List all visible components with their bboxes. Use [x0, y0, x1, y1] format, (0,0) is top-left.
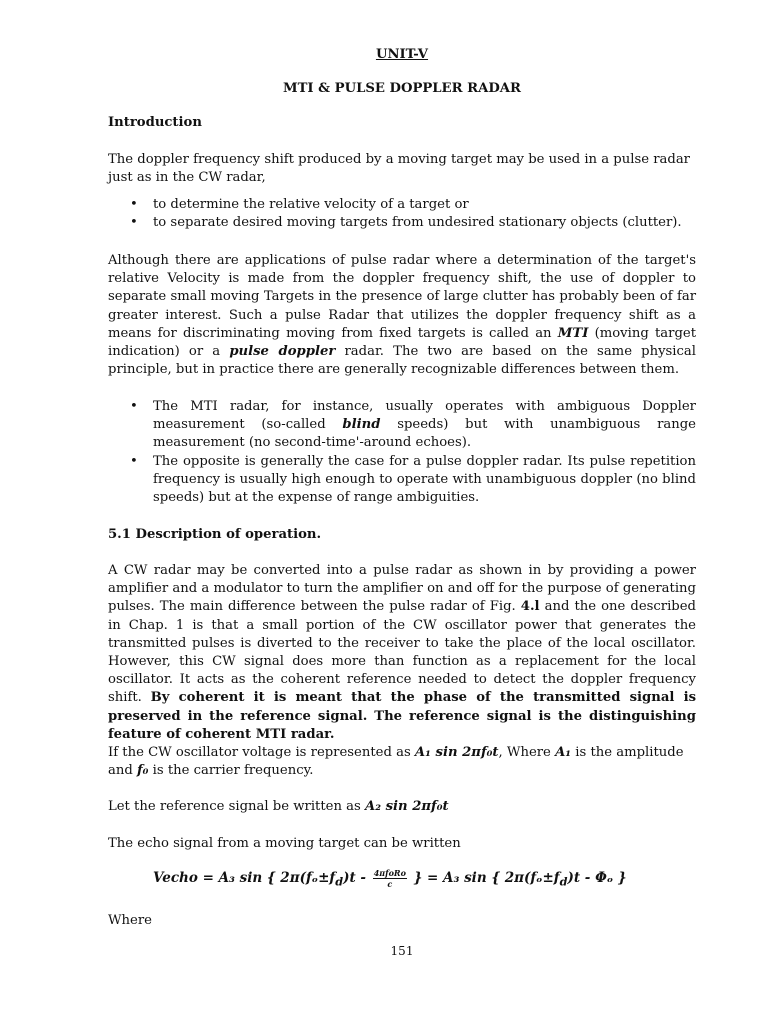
list-item: • to separate desired moving targets from undesired stationary objects (clutter).: [108, 214, 696, 232]
body-paragraph-4: If the CW oscillator voltage is represented as A₁ sin 2πf₀t, Where A₁ is the amplitude and f₀ is the carrier frequency.: [108, 745, 684, 779]
intro-heading: Introduction: [108, 115, 202, 130]
chapter-title: MTI & PULSE DOPPLER RADAR: [283, 81, 521, 96]
list-item: • The MTI radar, for instance, usually operates with ambiguous Doppler measurement (so-called blind speeds) but with unambiguous range measurement (no second-time'-around echoes).: [108, 398, 696, 453]
body-paragraph-3: A CW radar may be converted into a pulse radar as shown in by providing a power amplifier and a modulator to turn the amplifier on and off for the purpose of generating pulses. The main difference between the pulse radar of Fig. 4.l and the one described in Chap. 1 is that a small portion of the CW oscillator power that generates the transmitted pulses is diverted to the receiver to take the place of the local oscillator. However, this CW signal does more than function as a replacement for the local oscillator. It acts as the coherent reference needed to detect the doppler frequency shift. By coherent it is meant that the phase of the transmitted signal is preserved in the reference signal. The reference signal is the distinguishing feature of coherent MTI radar.: [108, 563, 696, 742]
page-number: 151: [390, 944, 414, 958]
blind-term: blind: [342, 417, 381, 433]
intro-paragraph: The doppler frequency shift produced by a moving target may be used in a pulse radar just as in the CW radar,: [108, 152, 690, 186]
echo-equation: Vecho = A₃ sin { $2\pi(f_o\pm f_d)t$ - $\frac{\text{4πfoRo}}{c}$ } = A₃ sin { $2\pi(f_o\pm f_d)t - \Phi_o$ }: [153, 868, 627, 889]
body-paragraph-6: The echo signal from a moving target can be written: [108, 836, 461, 851]
coherent-definition: By coherent it is meant that the phase of the transmitted signal is preserved in the reference signal. The reference signal is the distinguishing feature of coherent MTI radar.: [108, 690, 696, 742]
mti-term: MTI: [557, 325, 589, 341]
body-paragraph-5: Let the reference signal be written as A₂ sin 2πf₀t: [108, 799, 449, 814]
equation-fraction: $\frac{\text{4πfoRo}}{c}$: [373, 868, 406, 889]
intro-bullet-list: [108, 196, 696, 232]
radar-bullet-list: [108, 398, 696, 507]
section-heading: 5.1 Description of operation.: [108, 527, 322, 542]
unit-heading: UNIT-V: [375, 47, 429, 62]
pulse-doppler-term: pulse doppler: [229, 344, 336, 360]
body-paragraph-2: Although there are applications of pulse radar where a determination of the target's relative Velocity is made from the doppler frequency shift, the use of doppler to separate small moving Targets in the presence of large clutter has probably been of far greater interest. Such a pulse Radar that utilizes the doppler frequency shift as a means for discriminating moving from fixed targets is called an MTI (moving target indication) or a pulse doppler radar. The two are based on the same physical principle, but in practice there are generally recognizable differences between them.: [108, 253, 697, 378]
where-label: Where: [108, 913, 152, 928]
list-item: • The opposite is generally the case for a pulse doppler radar. Its pulse repetition frequency is usually high enough to operate with unambiguous doppler (no blind speeds) but at the expense of range ambiguities.: [108, 453, 696, 508]
list-item: • to determine the relative velocity of a target or: [108, 196, 696, 214]
